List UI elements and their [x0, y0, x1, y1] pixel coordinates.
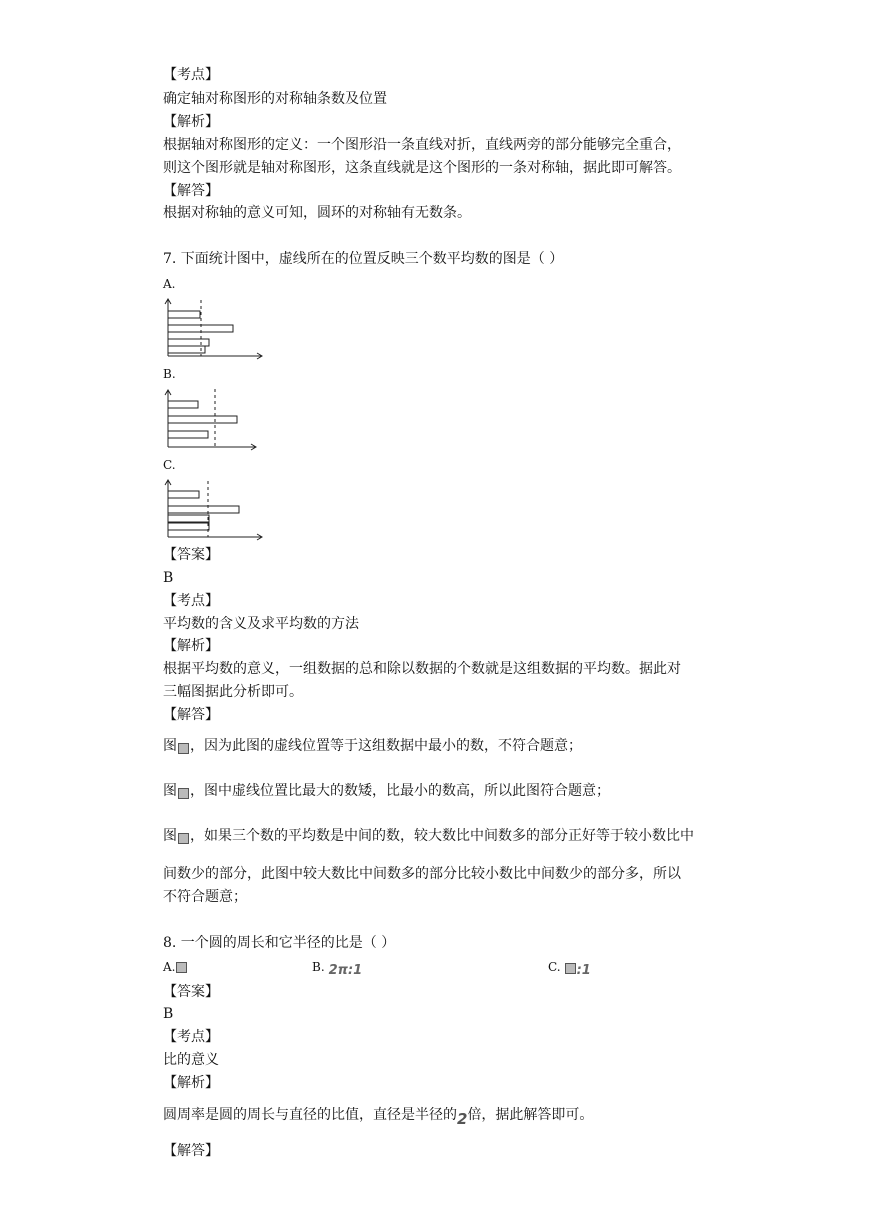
chart-a-bar-3: [168, 339, 209, 346]
q8-option-c-label: C.: [548, 960, 561, 974]
jiexi-line-1: 根据轴对称图形的定义：一个图形沿一条直线对折，直线两旁的部分能够完全重合，: [163, 137, 681, 153]
chart-c-bar-2: [168, 506, 239, 513]
jieda-label: 【解答】: [163, 183, 219, 199]
chart-a-bar-4: [168, 346, 205, 353]
q8-jiexi: [163, 1105, 594, 1128]
q7-kaodian-text: 平均数的含义及求平均数的方法: [163, 616, 359, 632]
chart-b-bar-3: [168, 431, 208, 438]
q8-option-b-label: B.: [312, 960, 325, 974]
chart-c-bar-1: [168, 491, 199, 498]
q7-option-a-label: A.: [163, 277, 176, 291]
kaodian-label: 【考点】: [163, 67, 219, 83]
q7-jieda-c-prefix: 图: [163, 828, 177, 844]
q7-option-b-label: B.: [163, 367, 176, 381]
q7-jieda-c-text: ，如果三个数的平均数是中间的数，较大数比中间数多的部分正好等于较小数比中: [190, 828, 694, 844]
q8-answer: B: [163, 1006, 174, 1022]
q8-option-c: [548, 958, 591, 977]
q8-jiexi-prefix: 圆周率是圆的周长与直径的比值，直径是半径的: [163, 1107, 457, 1123]
q7-kaodian-label: 【考点】: [163, 593, 219, 609]
jieda-text: 根据对称轴的意义可知，圆环的对称轴有无数条。: [163, 205, 471, 221]
q8-jieda-label: 【解答】: [163, 1143, 219, 1159]
formula-image-icon: [565, 963, 576, 974]
q7-jieda-a-text: ，因为此图的虚线位置等于这组数据中最小的数，不符合题意；: [190, 738, 582, 754]
chart-b-bar-2: [168, 416, 237, 423]
chart-c-bar-3: [168, 515, 209, 522]
q7-jieda-b: [163, 782, 610, 800]
chart-a-thumbnail-icon: [178, 743, 189, 754]
q7-jieda-b-prefix: 图: [163, 783, 177, 799]
q7-jieda-a: [163, 737, 582, 755]
kaodian-text: 确定轴对称图形的对称轴条数及位置: [163, 91, 387, 107]
q7-jieda-c-line-2: 间数少的部分，此图中较大数比中间数多的部分比较小数比中间数少的部分多，所以: [163, 866, 681, 882]
q7-answer-label: 【答案】: [163, 547, 219, 563]
q8-option-b: [312, 958, 362, 977]
q7-question: 7. 下面统计图中，虚线所在的位置反映三个数平均数的图是（ ）: [163, 251, 564, 267]
q7-answer: B: [163, 570, 174, 586]
q7-jiexi-line-1: 根据平均数的意义，一组数据的总和除以数据的个数就是这组数据的平均数。据此对: [163, 661, 681, 677]
q8-option-c-formula: :1: [576, 963, 591, 978]
q8-question: 8. 一个圆的周长和它半径的比是（ ）: [163, 935, 396, 951]
q7-option-c-label: C.: [163, 458, 176, 472]
q7-jieda-label: 【解答】: [163, 707, 219, 723]
q8-jiexi-suffix: 倍，据此解答即可。: [467, 1107, 594, 1123]
q7-jiexi-line-2: 三幅图据此分析即可。: [163, 684, 303, 700]
q8-jiexi-label: 【解析】: [163, 1075, 219, 1091]
q7-chart-c: [158, 477, 268, 541]
q8-option-b-formula: 2π:1: [328, 963, 363, 978]
q8-option-a: [163, 958, 188, 976]
jiexi-line-2: 则这个图形就是轴对称图形，这条直线就是这个图形的一条对称轴，据此即可解答。: [163, 160, 681, 176]
q7-jieda-a-prefix: 图: [163, 738, 177, 754]
q7-chart-b: [158, 387, 268, 451]
chart-b-bar-1: [168, 401, 198, 408]
chart-b-thumbnail-icon: [178, 788, 189, 799]
formula-image-icon: [176, 962, 187, 973]
jiexi-label: 【解析】: [163, 114, 219, 130]
q8-kaodian-text: 比的意义: [163, 1052, 219, 1068]
q8-answer-label: 【答案】: [163, 984, 219, 1000]
q8-jiexi-number: 2: [457, 1110, 468, 1128]
chart-c-bar-4: [168, 523, 209, 530]
q7-jieda-b-text: ，图中虚线位置比最大的数矮，比最小的数高，所以此图符合题意；: [190, 783, 610, 799]
q7-chart-a: [158, 296, 268, 360]
q8-kaodian-label: 【考点】: [163, 1029, 219, 1045]
chart-a-bar-1: [168, 311, 200, 318]
q7-jieda-c: [163, 827, 694, 845]
q8-option-a-label: A.: [163, 960, 176, 974]
chart-c-thumbnail-icon: [178, 833, 189, 844]
q7-jieda-c-line-3: 不符合题意；: [163, 889, 247, 905]
q7-jiexi-label: 【解析】: [163, 638, 219, 654]
